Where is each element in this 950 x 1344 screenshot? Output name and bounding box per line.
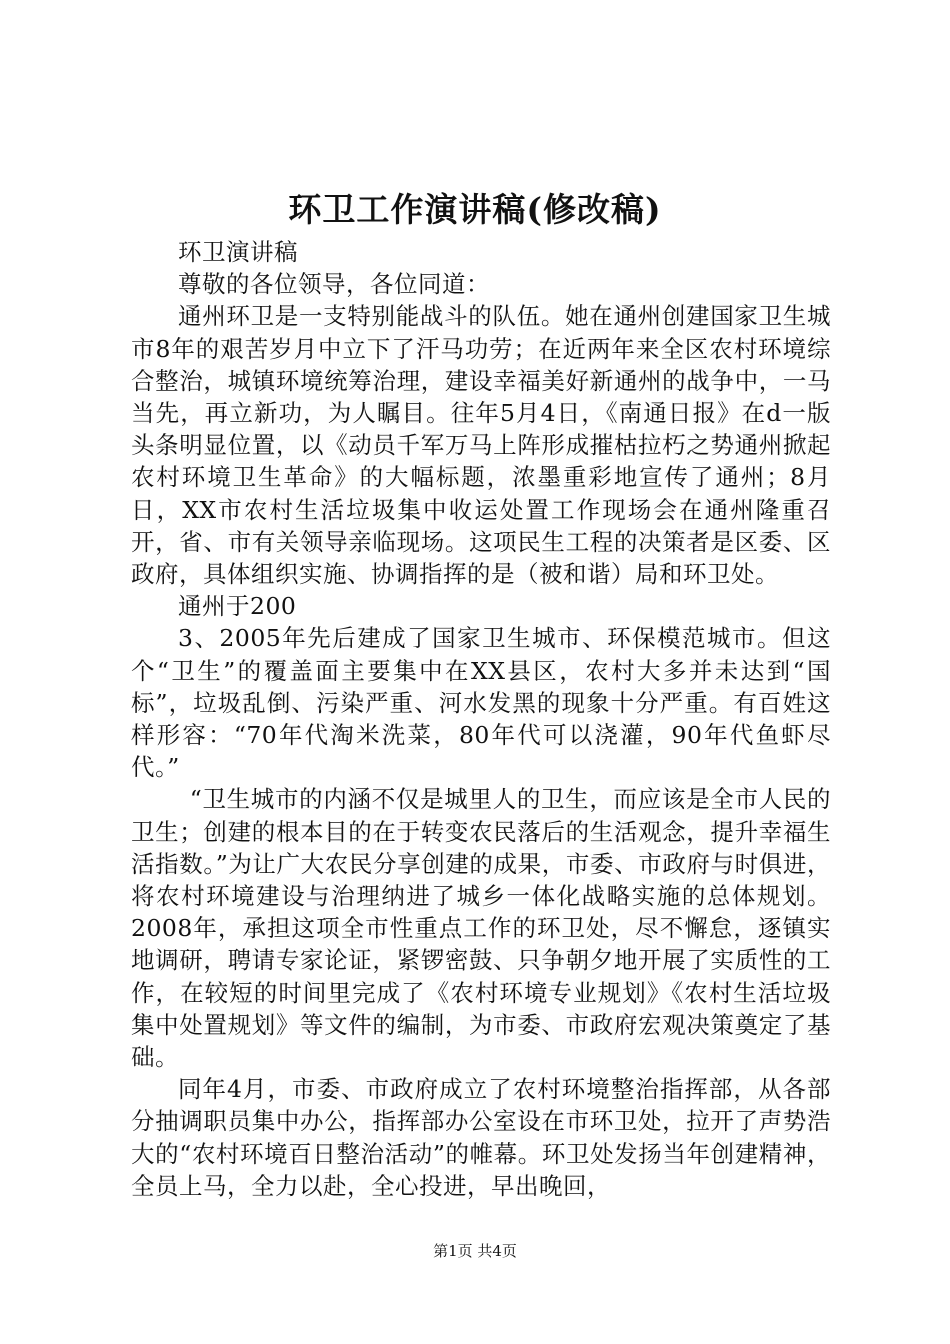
paragraph: 3、2005年先后建成了国家卫生城市、环保模范城市。但这个“卫生”的覆盖面主要集中在XX县区，农村大多并未达到“国标”，垃圾乱倒、污染严重、河水发黑的现象十分严重。有百姓这样形容：“70年代淘米洗菜，80年代可以浇灌，90年代鱼虾尽代。” xyxy=(131,624,831,782)
paragraph: 通州环卫是一支特别能战斗的队伍。她在通州创建国家卫生城市8年的艰苦岁月中立下了汗马功劳；在近两年来全区农村环境综合整治，城镇环境统筹治理，建设幸福美好新通州的战争中，一马当先，再立新功，为人瞩目。往年5月4日，《南通日报》在d一版头条明显位置，以《动员千军万马上阵形成摧枯拉朽之势通州掀起农村环境卫生革命》的大幅标题，浓墨重彩地宣传了通州；8月日，XX市农村生活垃圾集中收运处置工作现场会在通州隆重召开，省、市有关领导亲临现场。这项民生工程的决策者是区委、区政府，具体组织实施、协调指挥的是（被和谐）局和环卫处。 xyxy=(131,302,831,589)
paragraph: 通州于200 xyxy=(178,592,297,621)
document-body xyxy=(131,236,831,1202)
paragraph: 同年4月，市委、市政府成立了农村环境整治指挥部，从各部分抽调职员集中办公，指挥部办公室设在市环卫处，拉开了声势浩大的“农村环境百日整治活动”的帷幕。环卫处发扬当年创建精神，全员上马，全力以赴，全心投进，早出晚回， xyxy=(131,1075,831,1200)
document-title: 环卫工作演讲稿(修改稿) xyxy=(288,190,662,229)
paragraph: “卫生城市的内涵不仅是城里人的卫生，而应该是全市人民的卫生；创建的根本目的在于转变农民落后的生活观念，提升幸福生活指数。”为让广大农民分享创建的成果，市委、市政府与时俱进，将农村环境建设与治理纳进了城乡一体化战略实施的总体规划。2008年，承担这项全市性重点工作的环卫处，尽不懈怠，逐镇实地调研，聘请专家论证，紧锣密鼓、只争朝夕地开展了实质性的工作，在较短的时间里完成了《农村环境专业规划》《农村生活垃圾集中处置规划》等文件的编制，为市委、市政府宏观决策奠定了基础。 xyxy=(131,785,831,1072)
paragraph-heading: 环卫演讲稿 xyxy=(178,238,298,266)
paragraph-salutation: 尊敬的各位领导，各位同道： xyxy=(178,270,490,299)
page-number-footer: 第1页 共4页 xyxy=(433,1242,517,1260)
